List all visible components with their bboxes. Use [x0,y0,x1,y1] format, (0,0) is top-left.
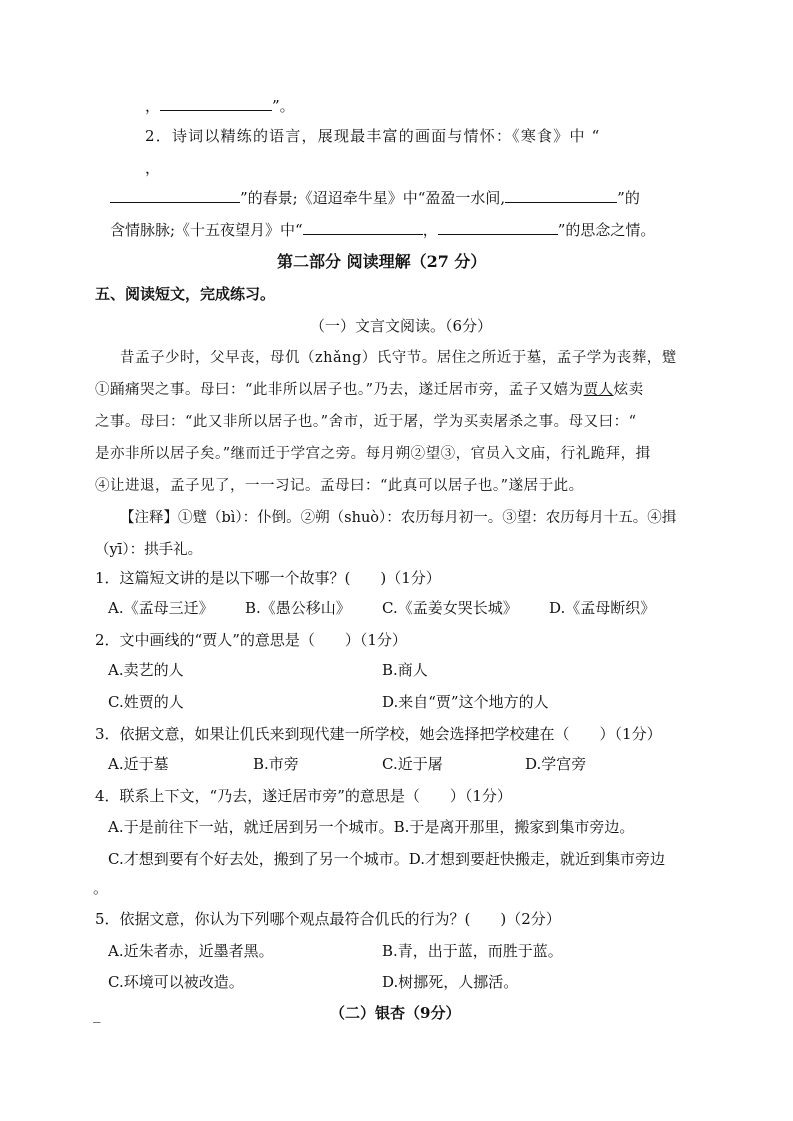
q2-option-d[interactable]: D.来自“贾”这个地方的人 [382,693,549,711]
fill-suffix: ”。 [272,97,295,115]
sub1-title: （一）文言文阅读。（6分） [310,317,493,335]
q3-option-c[interactable]: C.近于屠 [382,755,443,773]
q2-poem-line1: 2．诗词以精练的语言，展现最丰富的画面与情怀：《寒食》中 “ [145,127,601,145]
q1-option-d[interactable]: D.《孟母断织》 [549,599,656,617]
answer-blank[interactable] [303,218,423,235]
q5-option-a[interactable]: A.近朱者赤，近墨者黑。 [108,942,274,960]
q2-poem-line3 [110,186,640,208]
passage-text: 炫卖 [613,382,644,398]
q4-options-line-2[interactable]: C.才想到要有个好去处，搬到了另一个城市。D.才想到要赶快搬走，就近到集市旁边 [108,850,665,868]
q3-option-d[interactable]: D.学宫旁 [525,755,587,773]
q5-option-c[interactable]: C.环境可以被改造。 [108,973,244,991]
fill-line-1 [145,94,295,116]
poem-text: 含情脉脉;《十五夜望月》中“ [110,221,303,239]
stray-underscore: _ [93,1005,101,1023]
underlined-word-jiaren: 贾人 [583,382,614,398]
answer-blank[interactable] [160,94,272,111]
q4-options-line-3: 。 [93,879,109,897]
q2-poem-line4 [110,218,655,240]
q4-stem: 4．联系上下文，“乃去，遂迁居市旁”的意思是（ ）（1分） [95,787,512,805]
poem-text: ”的春景;《迢迢牵牛星》中“盈盈一水间, [240,189,506,207]
part2-title: 第二部分 阅读理解（27 分） [277,252,487,271]
answer-blank[interactable] [110,186,240,203]
answer-blank[interactable] [505,186,617,203]
passage-line-4: 是亦非所以居子矣。”继而迁于学宫之旁。每月朔②望③，官员入文庙，行礼跪拜，揖 [95,446,651,462]
notes-line-2: （yī）：拱手礼。 [95,542,203,558]
q2-option-c[interactable]: C.姓贾的人 [108,693,184,711]
passage-line-2 [95,380,644,400]
q1-option-c[interactable]: C.《孟姜女哭长城》 [382,599,518,617]
fill-prefix: ， [145,97,161,115]
q1-option-a[interactable]: A.《孟母三迁》 [108,599,214,617]
passage-line-3: 之事。母曰：“此又非所以居子也。”舍市，近于屠，学为买卖屠杀之事。母又曰：“ [95,414,637,430]
q3-option-b[interactable]: B.市旁 [253,755,299,773]
q2-option-a[interactable]: A.卖艺的人 [108,661,184,679]
q1-stem: 1．这篇短文讲的是以下哪一个故事？( )（1分） [95,569,441,587]
passage-text: ①踊痛哭之事。母曰：“此非所以居子也。”乃去，遂迁居市旁，孟子又嬉为 [95,382,584,398]
section5-heading: 五、阅读短文，完成练习。 [95,285,276,303]
q5-option-d[interactable]: D.树挪死，人挪活。 [382,973,519,991]
q3-stem: 3．依据文意，如果让仉氏来到现代建一所学校，她会选择把学校建在（ ）（1分） [95,725,662,743]
passage-line-5: ④让进退，孟子见了，一一习记。孟母曰：“此真可以居子也。”遂居于此。 [95,478,584,494]
poem-text: ”的思念之情。 [557,221,656,239]
notes-line-1: 【注释】①躄（bì）：仆倒。②朔（shuò）：农历每月初一。③望：农历每月十五。④揖 [120,510,677,526]
q2-option-b[interactable]: B.商人 [382,661,428,679]
q5-option-b[interactable]: B.青，出于蓝，而胜于蓝。 [382,942,563,960]
poem-text: ， [422,221,438,239]
q2-poem-line2: ， [145,159,161,177]
q4-options-line-1[interactable]: A.于是前往下一站，就迁居到另一个城市。B.于是离开那里，搬家到集市旁边。 [108,818,635,836]
q1-option-b[interactable]: B.《愚公移山》 [245,599,351,617]
passage-line-1: 昔孟子少时，父早丧，母仉（zhǎng）氏守节。居住之所近于墓，孟子学为丧葬，躄 [120,350,677,366]
poem-text: ”的 [617,189,640,207]
q3-option-a[interactable]: A.近于墓 [108,755,169,773]
answer-blank[interactable] [438,218,558,235]
sub2-title: （二）银杏（9分） [330,1004,461,1022]
q2-stem: 2．文中画线的“贾人”的意思是（ ）（1分） [95,631,407,649]
q5-stem: 5．依据文意，你认为下列哪个观点最符合仉氏的行为？( )（2分） [95,910,561,928]
